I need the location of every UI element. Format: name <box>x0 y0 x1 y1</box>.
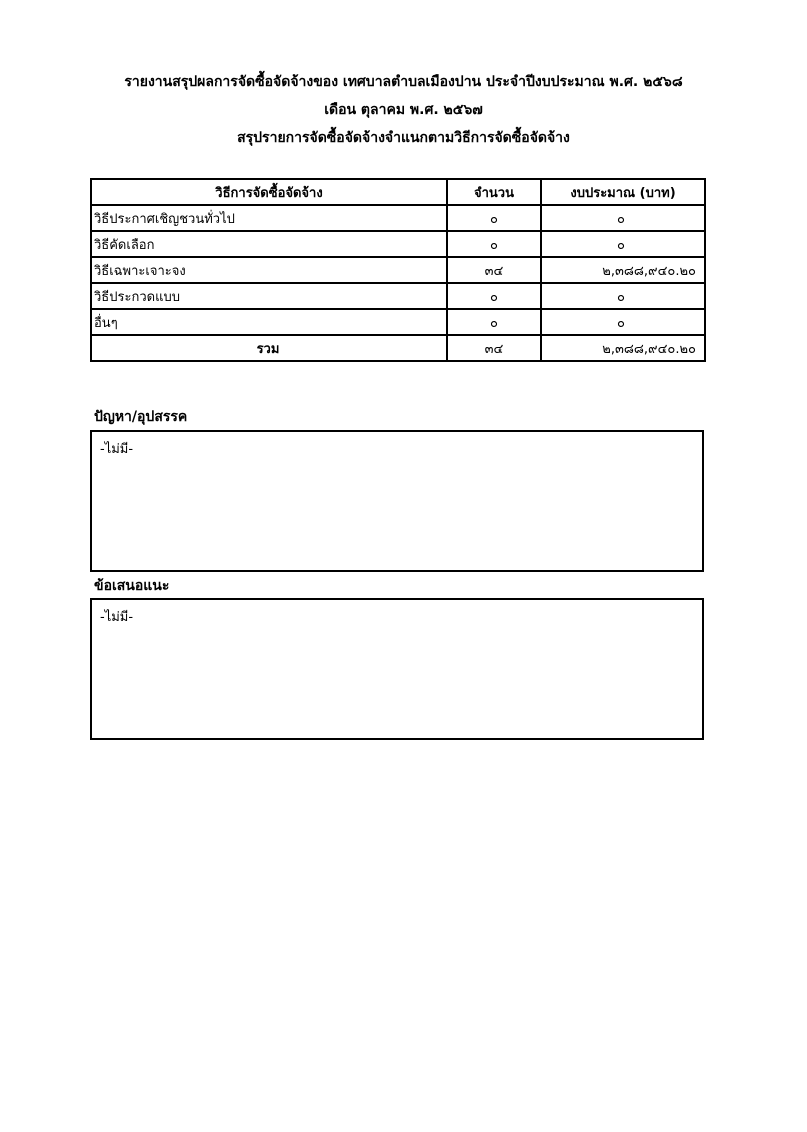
method-cell: อื่นๆ <box>91 309 447 335</box>
table-row <box>91 231 705 257</box>
budget-cell: ๐ <box>541 231 705 257</box>
header-count: จำนวน <box>447 179 541 205</box>
report-month: เดือน ตุลาคม พ.ศ. ๒๕๖๗ <box>324 102 483 118</box>
total-budget: ๒,๓๘๘,๙๔๐.๒๐ <box>541 335 705 361</box>
budget-cell: ๐ <box>541 205 705 231</box>
problems-box <box>90 430 704 572</box>
count-cell: ๐ <box>447 309 541 335</box>
count-cell: ๐ <box>447 205 541 231</box>
total-label: รวม <box>91 335 447 361</box>
count-cell: ๐ <box>447 231 541 257</box>
budget-cell: ๐ <box>541 309 705 335</box>
suggestions-box <box>90 598 704 740</box>
table-row <box>91 283 705 309</box>
suggestions-text: -ไม่มี- <box>100 610 134 625</box>
problems-heading: ปัญหา/อุปสรรค <box>94 409 188 425</box>
budget-cell: ๐ <box>541 283 705 309</box>
table-row <box>91 257 705 283</box>
table-row <box>91 309 705 335</box>
count-cell: ๐ <box>447 283 541 309</box>
method-cell: วิธีประกาศเชิญชวนทั่วไป <box>91 205 447 231</box>
procurement-summary-table <box>90 178 706 362</box>
header-method: วิธีการจัดซื้อจัดจ้าง <box>91 179 447 205</box>
method-cell: วิธีประกวดแบบ <box>91 283 447 309</box>
suggestions-heading: ข้อเสนอแนะ <box>94 578 170 594</box>
problems-text: -ไม่มี- <box>100 442 134 457</box>
report-title: รายงานสรุปผลการจัดซื้อจัดจ้างของ เทศบาลตำบลเมืองปาน ประจำปีงบประมาณ พ.ศ. ๒๕๖๘ <box>124 74 683 90</box>
total-row <box>91 335 705 361</box>
method-cell: วิธีคัดเลือก <box>91 231 447 257</box>
total-count: ๓๔ <box>447 335 541 361</box>
header-budget: งบประมาณ (บาท) <box>541 179 705 205</box>
table-row <box>91 205 705 231</box>
budget-cell: ๒,๓๘๘,๙๔๐.๒๐ <box>541 257 705 283</box>
table-header-row <box>91 179 705 205</box>
report-subtitle: สรุปรายการจัดซื้อจัดจ้างจำแนกตามวิธีการจัดซื้อจัดจ้าง <box>237 130 570 146</box>
count-cell: ๓๔ <box>447 257 541 283</box>
method-cell: วิธีเฉพาะเจาะจง <box>91 257 447 283</box>
